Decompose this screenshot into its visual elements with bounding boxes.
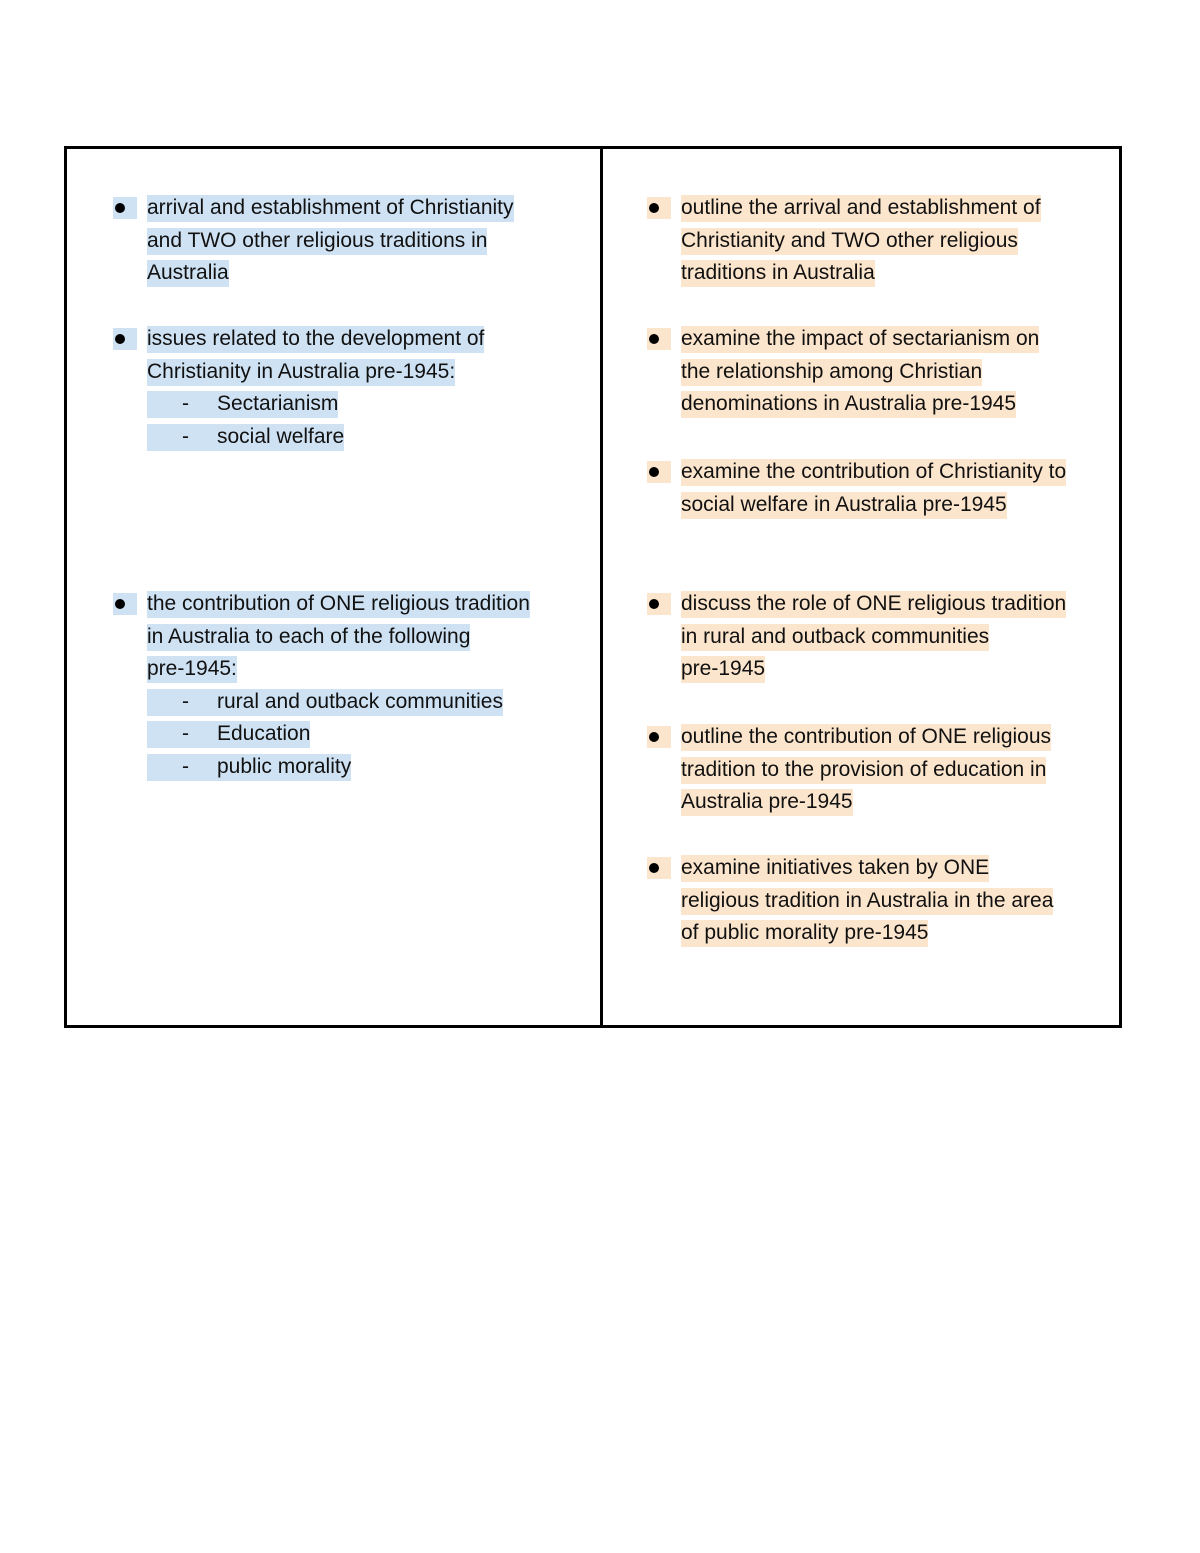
content-item-3 — [147, 588, 530, 783]
sub-item: - Sectarianism — [182, 388, 484, 421]
outcome-item-6 — [681, 852, 1053, 950]
outcome-text: examine the impact of sectarianism on the relationship among Christian denominations in Australia pre-1945 — [681, 323, 1039, 421]
bullet-icon — [113, 593, 137, 615]
outcome-text: outline the contribution of ONE religious tradition to the provision of education in Australia pre-1945 — [681, 721, 1051, 819]
sub-item: - social welfare — [182, 421, 484, 454]
outcome-text: outline the arrival and establishment of Christianity and TWO other religious traditions in Australia — [681, 192, 1041, 290]
outcomes-column — [603, 149, 1119, 1025]
sub-item: - Education — [182, 718, 530, 751]
bullet-icon — [647, 857, 671, 879]
bullet-icon — [647, 726, 671, 748]
outcome-text: discuss the role of ONE religious tradition in rural and outback communities pre-1945 — [681, 588, 1066, 686]
sub-item: - rural and outback communities — [182, 686, 530, 719]
outcome-text: examine initiatives taken by ONE religious tradition in Australia in the area of public morality pre-1945 — [681, 852, 1053, 950]
sub-item: - public morality — [182, 751, 530, 784]
bullet-icon — [647, 593, 671, 615]
content-item-2 — [147, 323, 484, 453]
outcome-item-2 — [681, 323, 1039, 421]
content-text: issues related to the development of Christianity in Australia pre-1945: — [147, 323, 484, 388]
content-text: the contribution of ONE religious tradition in Australia to each of the following pre-1945: — [147, 588, 530, 686]
bullet-icon — [113, 328, 137, 350]
outcome-item-1 — [681, 192, 1041, 290]
bullet-icon — [647, 197, 671, 219]
content-column — [67, 149, 603, 1025]
outcome-item-5 — [681, 721, 1051, 819]
content-item-1 — [147, 192, 514, 290]
outcome-text: examine the contribution of Christianity to social welfare in Australia pre-1945 — [681, 456, 1066, 521]
bullet-icon — [113, 197, 137, 219]
bullet-icon — [647, 328, 671, 350]
outcome-item-3 — [681, 456, 1066, 521]
content-table — [64, 146, 1122, 1028]
bullet-icon — [647, 461, 671, 483]
content-text: arrival and establishment of Christianity and TWO other religious traditions in Australia — [147, 192, 514, 290]
outcome-item-4 — [681, 588, 1066, 686]
